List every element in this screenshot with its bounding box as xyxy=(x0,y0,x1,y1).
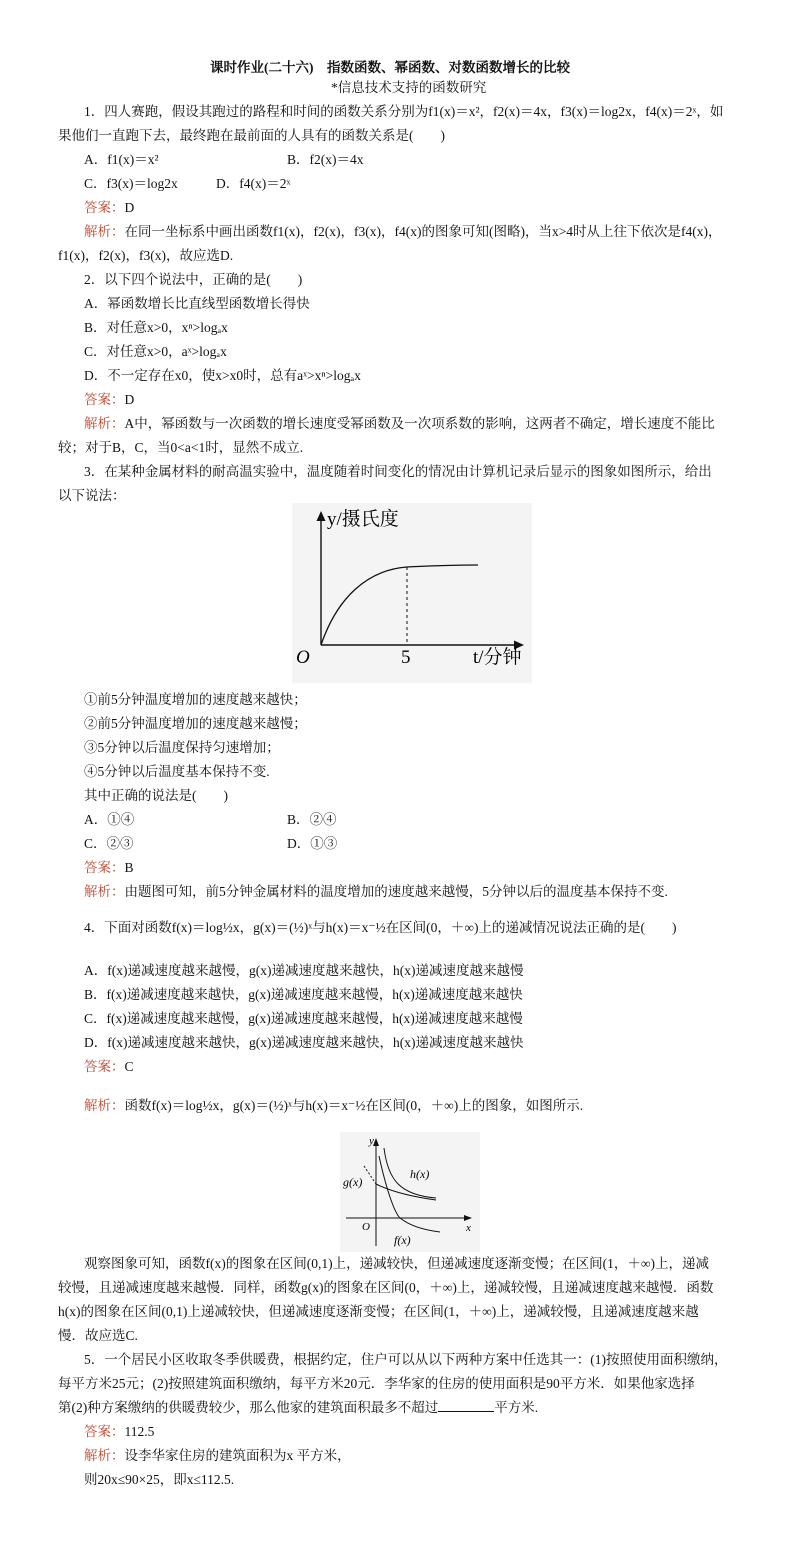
q3-statement-3: ③5分钟以后温度保持匀速增加； xyxy=(84,740,280,755)
explanation-label: 解析： xyxy=(84,1448,125,1463)
q2-explanation-line1 xyxy=(84,415,715,433)
graph-tick-label: 5 xyxy=(401,647,411,668)
q2-answer-value: D xyxy=(124,392,135,407)
q3-stem-line1: 3．在某种金属材料的耐高温实验中，温度随着时间变化的情况由计算机记录后显示的图象如图所示，给出 xyxy=(84,464,712,479)
q4-explanation-line4: 慢．故应选C. xyxy=(58,1328,138,1343)
q5-answer xyxy=(84,1423,154,1441)
q1-answer xyxy=(84,199,134,217)
q2-option-a: A．幂函数增长比直线型函数增长得快 xyxy=(84,296,310,311)
q2-answer xyxy=(84,391,134,409)
g-curve-label: g(x) xyxy=(343,1175,363,1189)
graph-origin-label: O xyxy=(362,1221,370,1233)
q4-explanation-head xyxy=(84,1097,583,1115)
q3-option-b: B．②④ xyxy=(287,812,337,827)
q2-stem: 2．以下四个说法中，正确的是( ) xyxy=(84,272,303,287)
graph-x-label: x xyxy=(466,1222,471,1234)
q4-explanation-text: 函数f(x)＝log½x，g(x)＝(½)ˣ与h(x)＝x⁻½在区间(0，＋∞)上的图象，如图所示. xyxy=(124,1098,584,1113)
q3-option-d: D．①③ xyxy=(287,836,338,851)
q4-option-b: B．f(x)递减速度越来越快，g(x)递减速度越来越慢，h(x)递减速度越来越快 xyxy=(84,987,523,1002)
q5-explanation-line2: 则20x≤90×25，即x≤112.5. xyxy=(84,1472,235,1487)
q5-stem-line1: 5．一个居民小区收取冬季供暖费，根据约定，住户可以从以下两种方案中任选其一：(1)按照使用面积缴纳， xyxy=(84,1352,728,1367)
q2-explanation-text: A中，幂函数与一次函数的增长速度受幂函数及一次项系数的影响，这两者不确定，增长速度不能比 xyxy=(124,416,715,431)
q1-option-a: A．f1(x)＝x² xyxy=(84,152,159,167)
explanation-label: 解析： xyxy=(84,416,125,431)
q5-stem-line3 xyxy=(58,1399,538,1417)
graph-y-label: y xyxy=(369,1135,374,1147)
q3-explanation xyxy=(84,883,668,901)
q1-explanation-line1 xyxy=(84,223,722,241)
q5-answer-blank xyxy=(438,1399,494,1412)
q3-statement-4: ④5分钟以后温度基本保持不变. xyxy=(84,764,270,779)
q5-answer-value: 112.5 xyxy=(124,1424,155,1439)
q2-explanation-line2: 较；对于B，C，当0<a<1时，显然不成立. xyxy=(58,440,304,455)
q3-answer-value: B xyxy=(124,860,134,875)
explanation-label: 解析： xyxy=(84,1098,125,1113)
q4-explanation-line2: 较慢，且递减速度越来越慢．同样，函数g(x)的图象在区间(0，＋∞)上，递减较慢，且递减速度越来越慢．函数 xyxy=(58,1280,714,1295)
answer-label: 答案： xyxy=(84,1059,125,1074)
q3-statement-2: ②前5分钟温度增加的速度越来越慢； xyxy=(84,716,307,731)
q1-option-c: C．f3(x)＝log2x xyxy=(84,176,178,191)
q5-stem-line2: 每平方米25元；(2)按照建筑面积缴纳，每平方米20元．李华家的住房的使用面积是90平方米．如果他家选择 xyxy=(58,1376,695,1391)
q3-option-c: C．②③ xyxy=(84,836,134,851)
q1-option-d: D．f4(x)＝2ˣ xyxy=(216,176,291,191)
q3-answer xyxy=(84,859,134,877)
page-subtitle: *信息技术支持的函数研究 xyxy=(331,80,487,95)
graph-y-label: y/摄氏度 xyxy=(327,509,399,530)
q4-option-a: A．f(x)递减速度越来越慢，g(x)递减速度越来越快，h(x)递减速度越来越慢 xyxy=(84,963,524,978)
graph-origin-label: O xyxy=(296,647,310,668)
answer-label: 答案： xyxy=(84,200,125,215)
q2-option-b: B．对任意x>0，xⁿ>logₐx xyxy=(84,320,228,335)
q3-stem-line2: 以下说法： xyxy=(58,488,126,503)
answer-label: 答案： xyxy=(84,392,125,407)
page-title: 课时作业(二十六) 指数函数、幂函数、对数函数增长的比较 xyxy=(210,60,570,75)
q2-option-c: C．对任意x>0，aˣ>logₐx xyxy=(84,344,227,359)
q3-question: 其中正确的说法是( ) xyxy=(84,788,228,803)
q5-stem-text: 第(2)种方案缴纳的供暖费较少，那么他家的建筑面积最多不超过 xyxy=(58,1400,439,1415)
q5-explanation-line1 xyxy=(84,1447,351,1465)
q2-option-d: D．不一定存在x0，使x>x0时，总有aˣ>xⁿ>logₐx xyxy=(84,368,361,383)
q1-answer-value: D xyxy=(124,200,135,215)
q5-explanation-text: 设李华家住房的建筑面积为x 平方米， xyxy=(124,1448,351,1463)
q4-explanation-line3: h(x)的图象在区间(0,1)上递减较快，但递减速度逐渐变慢；在区间(1，＋∞)上，递减较慢，且递减速度越来越 xyxy=(58,1304,699,1319)
q3-statement-1: ①前5分钟温度增加的速度越来越快； xyxy=(84,692,307,707)
decreasing-functions-graph xyxy=(340,1132,480,1252)
q4-option-c: C．f(x)递减速度越来越慢，g(x)递减速度越来越慢，h(x)递减速度越来越慢 xyxy=(84,1011,523,1026)
q4-answer-value: C xyxy=(124,1059,134,1074)
h-curve-label: h(x) xyxy=(410,1167,430,1181)
q1-explanation-line2: f1(x)，f2(x)，f3(x)，故应选D. xyxy=(58,248,234,263)
q5-stem-unit: 平方米. xyxy=(494,1400,539,1415)
answer-label: 答案： xyxy=(84,860,125,875)
q4-option-d: D．f(x)递减速度越来越快，g(x)递减速度越来越快，h(x)递减速度越来越快 xyxy=(84,1035,524,1050)
q3-option-a: A．①④ xyxy=(84,812,135,827)
q4-stem: 4．下面对函数f(x)＝log½x，g(x)＝(½)ˣ与h(x)＝x⁻½在区间(0，＋∞)上的递减情况说法正确的是( ) xyxy=(84,920,677,935)
q4-answer xyxy=(84,1058,134,1076)
q1-option-b: B．f2(x)＝4x xyxy=(287,152,364,167)
q1-stem-line2: 果他们一直跑下去，最终跑在最前面的人具有的函数关系是( ) xyxy=(58,128,445,143)
q3-explanation-text: 由题图可知，前5分钟金属材料的温度增加的速度越来越慢，5分钟以后的温度基本保持不变. xyxy=(124,884,668,899)
q1-explanation-text: 在同一坐标系中画出函数f1(x)，f2(x)，f3(x)，f4(x)的图象可知(图略)，当x>4时从上往下依次是f4(x)， xyxy=(124,224,722,239)
explanation-label: 解析： xyxy=(84,884,125,899)
answer-label: 答案： xyxy=(84,1424,125,1439)
q4-explanation-line1: 观察图象可知，函数f(x)的图象在区间(0,1)上，递减较快，但递减速度逐渐变慢；在区间(1，＋∞)上，递减 xyxy=(84,1256,709,1271)
graph-x-label: t/分钟 xyxy=(473,647,522,668)
q1-stem-line1: 1．四人赛跑，假设其跑过的路程和时间的函数关系分别为f1(x)＝x²，f2(x)＝4x，f3(x)＝log2x，f4(x)＝2ˣ，如 xyxy=(84,104,724,119)
f-curve-label: f(x) xyxy=(394,1233,411,1247)
temperature-graph xyxy=(292,503,532,683)
explanation-label: 解析： xyxy=(84,224,125,239)
